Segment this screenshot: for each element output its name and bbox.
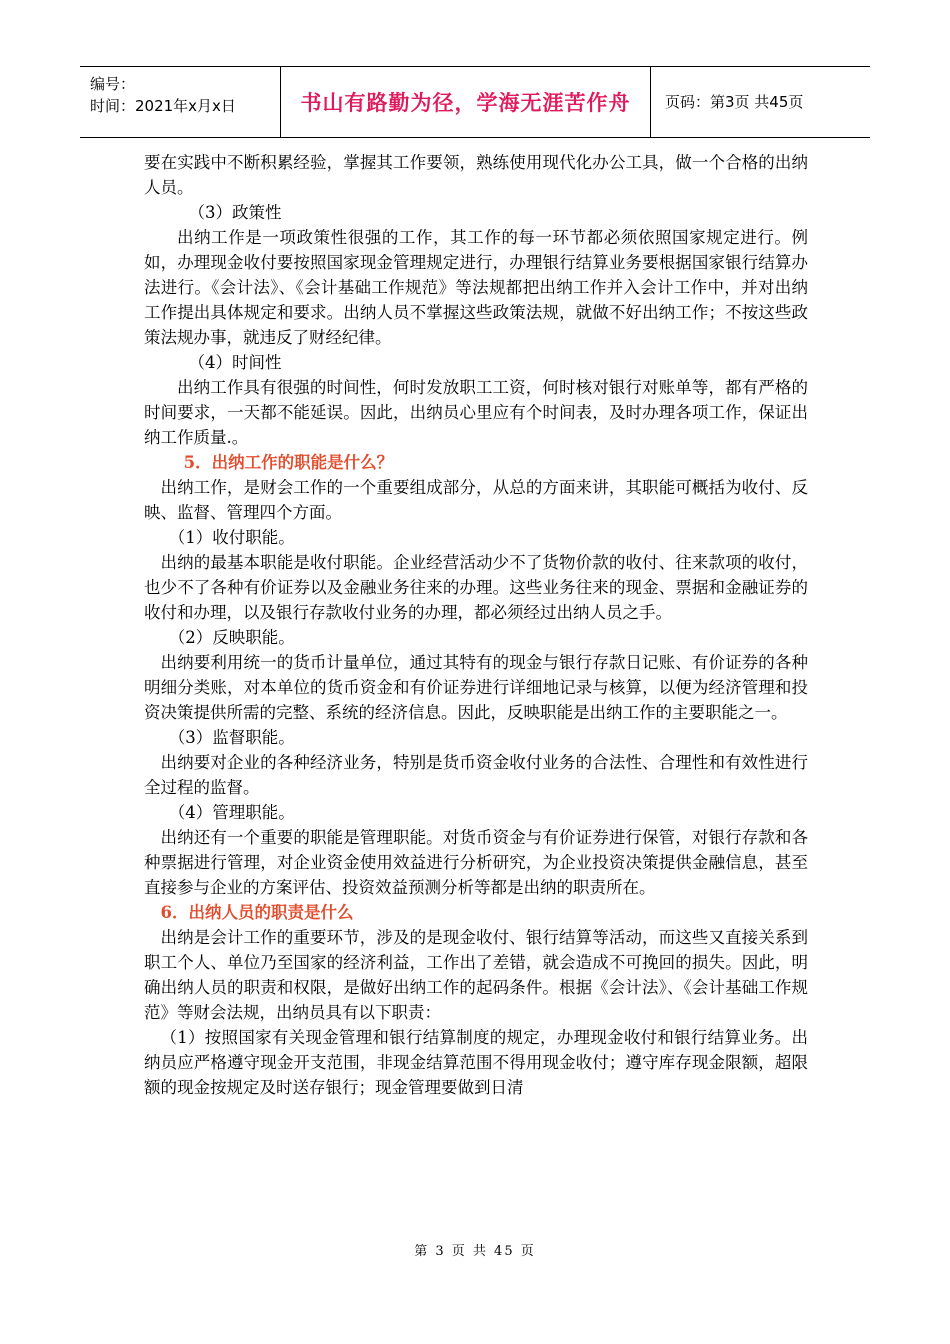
header-meta xyxy=(90,73,280,117)
page-indicator: 页码：第3页 共45页 xyxy=(665,93,804,111)
body-paragraph: （2）反映职能。 xyxy=(168,628,295,647)
document-header xyxy=(80,66,870,138)
body-paragraph: （3）监督职能。 xyxy=(168,728,295,747)
section-heading: 6．出纳人员的职责是什么 xyxy=(160,903,354,922)
header-motto: 书山有路勤为径，学海无涯苦作舟 xyxy=(300,90,631,115)
body-paragraph: （1）按照国家有关现金管理和银行结算制度的规定，办理现金收付和银行结算业务。出纳员应严格遵守现金开支范围，非现金结算范围不得用现金收付；遵守库存现金限额，超限额的现金按规定及时送存银行；现金管理要做到日清 xyxy=(144,1028,808,1097)
body-paragraph: 出纳还有一个重要的职能是管理职能。对货币资金与有价证券进行保管，对银行存款和各种票据进行管理，对企业资金使用效益进行分析研究，为企业投资决策提供金融信息，甚至直接参与企业的方案评估、投资效益预测分析等都是出纳的职责所在。 xyxy=(144,828,808,897)
header-divider xyxy=(650,67,651,137)
body-paragraph: 出纳要利用统一的货币计量单位，通过其特有的现金与银行存款日记账、有价证券的各种明细分类账，对本单位的货币资金和有价证券进行详细地记录与核算，以便为经济管理和投资决策提供所需的完整、系统的经济信息。因此，反映职能是出纳工作的主要职能之一。 xyxy=(144,653,808,722)
body-paragraph: （4）管理职能。 xyxy=(168,803,295,822)
body-paragraph: 出纳工作，是财会工作的一个重要组成部分，从总的方面来讲，其职能可概括为收付、反映、监督、管理四个方面。 xyxy=(144,478,808,522)
body-paragraph: （1）收付职能。 xyxy=(168,528,295,547)
page-footer: 第 3 页 共 45 页 xyxy=(414,1244,536,1259)
body-paragraph: 出纳工作具有很强的时间性，何时发放职工工资，何时核对银行对账单等，都有严格的时间要求，一天都不能延误。因此，出纳员心里应有个时间表，及时办理各项工作，保证出纳工作质量.。 xyxy=(144,378,808,447)
body-paragraph: 出纳的最基本职能是收付职能。企业经营活动少不了货物价款的收付、往来款项的收付，也少不了各种有价证券以及金融业务往来的办理。这些业务往来的现金、票据和金融证券的收付和办理，以及银行存款收付业务的办理，都必须经过出纳人员之手。 xyxy=(144,553,808,622)
body-paragraph: 出纳工作是一项政策性很强的工作，其工作的每一环节都必须依照国家规定进行。例如，办理现金收付要按照国家现金管理规定进行，办理银行结算业务要根据国家银行结算办法进行。《会计法》、《会计基础工作规范》等法规都把出纳工作并入会计工作中，并对出纳工作提出具体规定和要求。出纳人员不掌握这些政策法规，就做不好出纳工作；不按这些政策法规办事，就违反了财经纪律。 xyxy=(144,228,808,347)
body-paragraph: 要在实践中不断积累经验，掌握其工作要领，熟练使用现代化办公工具，做一个合格的出纳人员。 xyxy=(144,153,808,197)
body-paragraph: 出纳要对企业的各种经济业务，特别是货币资金收付业务的合法性、合理性和有效性进行全过程的监督。 xyxy=(144,753,808,797)
body-paragraph: 出纳是会计工作的重要环节，涉及的是现金收付、银行结算等活动，而这些又直接关系到职工个人、单位乃至国家的经济利益，工作出了差错，就会造成不可挽回的损失。因此，明确出纳人员的职责和权限，是做好出纳工作的起码条件。根据《会计法》、《会计基础工作规范》等财会法规，出纳员具有以下职责： xyxy=(144,928,808,1022)
date-label: 时间：2021年x月x日 xyxy=(90,97,236,115)
document-body xyxy=(144,150,808,1100)
body-paragraph: （4）时间性 xyxy=(188,353,282,372)
section-heading: 5．出纳工作的职能是什么？ xyxy=(183,453,394,472)
body-paragraph: （3）政策性 xyxy=(188,203,282,222)
number-label: 编号： xyxy=(90,75,136,93)
